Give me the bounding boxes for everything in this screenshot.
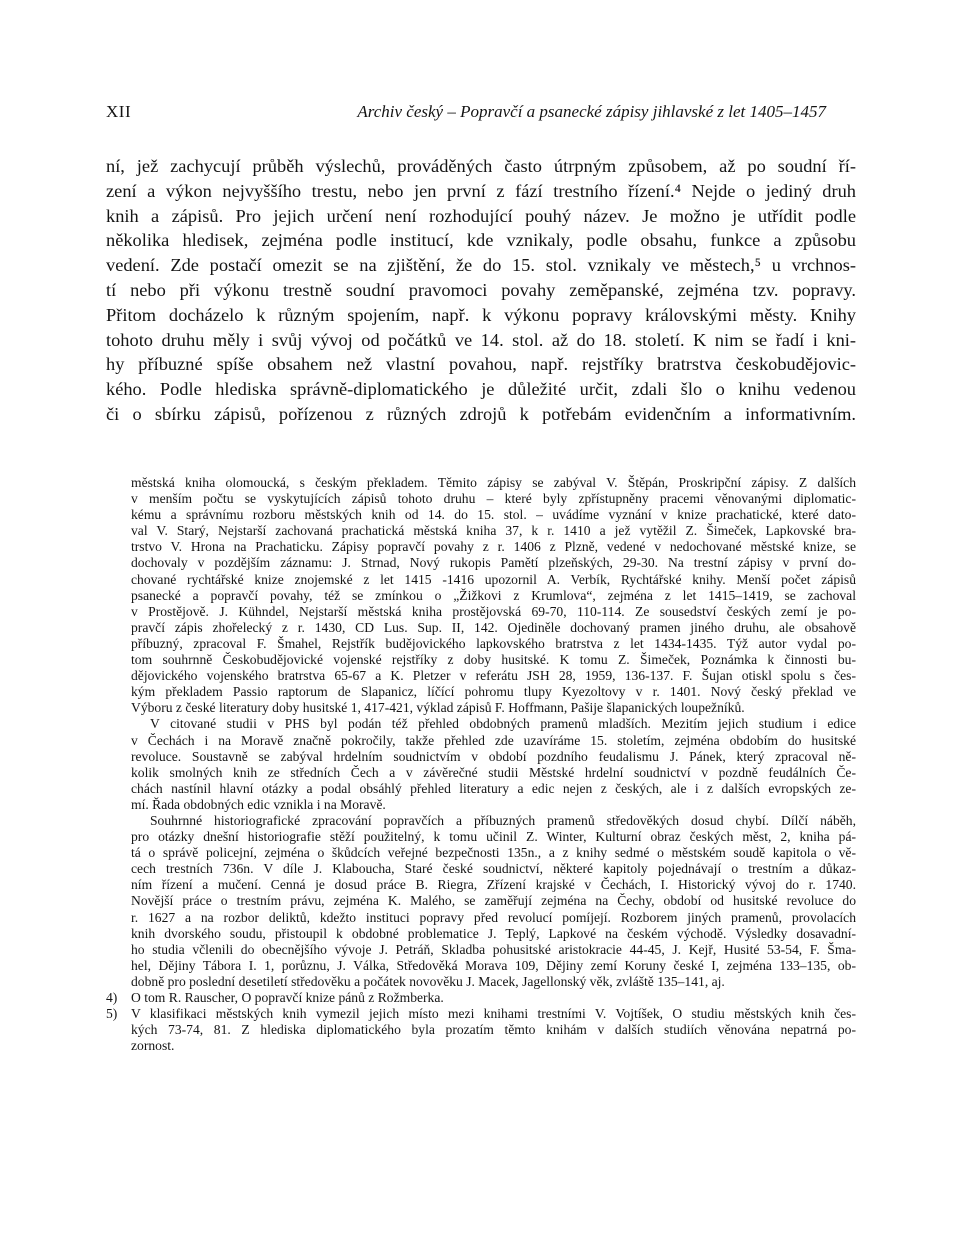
note-line: kým překladem Passio raptorum de Slapanicz, líčící pohromu tlupy Kyezoltovy v r. 1401. Nový český překlad ve xyxy=(131,684,856,700)
text-line: ní, jež zachycují průběh výslechů, prováděných často útrpným způsobem, až po soudní ří- xyxy=(106,156,856,176)
note-line: v Čechách i na Moravě značně pokročily, takže přehled zde uzavíráme 15. stoletím, zejména obdobím do husitské xyxy=(131,732,856,748)
note-line: psanecké a popravčí povahy, též se zmínkou o „Žižkovi z Krumlova“, zejména z let 1415–1419, se zachoval xyxy=(131,587,856,603)
footnote-paragraph xyxy=(106,716,856,813)
text-line: vedení. Zde postačí omezit se na zjištění, že do 15. stol. vznikaly ve městech,⁵ u vrchnos- xyxy=(106,255,856,276)
note-line: kému a správnímu rozboru městských knih od 14. do 15. stol. – uvádíme vyznání v knize prachatické, které dato- xyxy=(131,507,856,523)
note-line: kých 73-74, 81. Z hlediska diplomatického byla prozatím těmto knihám v dalších studiích věnována nepatrná po- xyxy=(131,1022,856,1038)
note-line: O tom R. Rauscher, O popravčí knize pánů z Rožmberka. xyxy=(131,990,444,1005)
note-line: chované rychtářské knize znojemské z let 1415 -1416 upozornil A. Verbík, Rychtářské knihy. Menší počet zápisů xyxy=(131,571,856,587)
note-line: zornost. xyxy=(131,1038,175,1054)
note-line: ním řízení a mučení. Cenná je dosud práce B. Riegra, Zřízení krajské v Čechách, I. Historický vývoj do r. 1740. xyxy=(131,877,856,893)
note-line: městská kniha olomoucká, s českým překladem. Těmito zápisy se zabýval V. Štěpán, Proskripční zápisy. Z dalších xyxy=(131,475,856,490)
note-line: tom souhrnně Českobudějovické vojenské rejstříky z doby husitské. K tomu Z. Šimeček, Poznámka k činnosti bu- xyxy=(131,652,856,668)
footnote-continuation xyxy=(106,475,856,716)
note-line: příbuzný, zpracoval F. Šmahel, Rejstřík budějovického lapkovského bratrstva z let 1434-1435. Týž autor vydal po- xyxy=(131,635,856,651)
note-line: r. 1627 a na rozbor deliktů, kdežto instituci popravy před revolucí pomíjejí. Rozborem jiných pramenů, provolacích xyxy=(131,909,856,925)
note-line: V citované studii v PHS byl podán též přehled obdobných pramenů mladších. Mezitím jejich studium i edice xyxy=(150,716,856,732)
page-number: XII xyxy=(106,102,132,121)
note-line: ho studia včlenili do obecnějšího vývoje J. Petráň, Skladba pohusitské aristokracie 44-45, J. Kejř, Husité 53-54, F. Šma- xyxy=(131,941,856,957)
note-line: cech trestních 736n. V díle J. Klabouchа, Staré české soudnictví, některé kapitoly pojednávají o trestním a důkaz- xyxy=(131,861,856,877)
text-line: knih a zápisů. Pro jejich určení není rozhodující pouhý název. Je možno je utřídit podle xyxy=(106,205,856,226)
note-line: dobně pro poslední desetiletí středověku a počátek novověku J. Macek, Jagellonský věk, zvláště 135–141, aj. xyxy=(131,973,725,989)
note-line: pravčí zápis zhořelecký z r. 1430, CD Lus. Sup. II, 142. Ojediněle dochovaný pramen jiného druhu, ale obsahově xyxy=(131,619,856,635)
note-line: Souhrnné historiografické zpracování popravčích a příbuzných pramenů středověkých dosud chybí. Dílčí náběh, xyxy=(150,812,856,828)
text-line: kého. Podle hlediska správně-diplomatického je důležité určit, zdali šlo o knihu vedenou xyxy=(106,379,856,400)
note-line: Výboru z české literatury doby husitské 1, 417-421, výklad zápisů F. Hoffmann, Pašije šlapanických loupežníků. xyxy=(131,700,745,716)
note-line: mí. Řada obdobných edic vznikla i na Moravě. xyxy=(131,796,386,812)
note-line: dochovaly v pozdějším záznamu: J. Strnad, Nový rukopis Pamětí plzeňských, 29-30. Na trestní zápisy v první do- xyxy=(131,555,856,571)
note-line: Novější práce o trestním právu, zejména K. Malého, se zaměřují zejména na Čechy, období od husitské revoluce do xyxy=(131,893,856,909)
text-line: tohoto druhu měly i svůj vývoj od počátků ve 14. stol. až do 18. století. K nim se řadí i kni- xyxy=(106,329,856,350)
footnote-5 xyxy=(106,1006,856,1054)
note-line: tá o správě policejní, zejména o škůdcích veřejné bezpečnosti 135n., a z knihy sedmé o městském soudě kapitola o vě- xyxy=(131,845,856,861)
note-line: chách nastínil hlavní otázky a podal obsáhlý přehled literatury a edic nejen z českých, ale i z dalších evropských ze- xyxy=(131,780,856,796)
text-line: zení a výkon nejvyššího trestu, nebo jen první z fází trestního řízení.⁴ Nejde o jediný druh xyxy=(106,180,856,201)
note-line: v menším počtu se vyskytujících zápisů tohoto druhu – které byly zpřístupněny pracemi věnovanými diplomatic- xyxy=(131,491,856,507)
note-line: knih dvorského soudu, přistoupil k obdobné problematice J. Teplý, Lapkové na českém východě. Výsledky dosavadní- xyxy=(131,925,856,941)
footnote-number: 4) xyxy=(106,990,118,1005)
note-line: v Prostějově. J. Kühndel, Nejstarší městská kniha prostějovská 69-70, 110-114. Ze sousedství českých zemí je po- xyxy=(131,603,856,619)
text-line: tí nebo při výkonu trestně soudní pravomoci povahy zeměpanské, zejména tzv. popravy. xyxy=(106,279,856,300)
note-line: val V. Starý, Nejstarší zachovaná prachatická městská kniha 37, k r. 1410 a jež vytěžil Z. Šimeček, Lapkovské bra- xyxy=(131,523,856,539)
text-line: či o sbírku zápisů, pořízenou z různých zdrojů k potřebám evidenčním a informativním. xyxy=(106,403,856,424)
note-line: kolik smolných knih ze středních Čech a v závěrečné studii Městské hrdelní soudnictví v pozdně feudálních Če- xyxy=(131,764,856,780)
note-line: dějovického vojenského bratrstva 65-67 a K. Pletzer v referátu JSH 28, 1959, 136-137. F. Šujan otiskl spolu s čes- xyxy=(131,668,856,684)
note-line: pro otázky dnešní historiografie stěží použitelný, k tomu učinil Z. Winter, Kulturní obraz českých měst, 2, kniha pá- xyxy=(131,829,856,845)
running-title: Archiv český – Popravčí a psanecké zápisy jihlavské z let 1405–1457 xyxy=(357,102,826,121)
note-line: revoluce. Soustavně se zabýval hrdelním soudnictvím v období pozdního feudalismu J. Pánek, který zpracoval ně- xyxy=(131,748,856,764)
page-header xyxy=(106,102,856,126)
text-line: hy příbuzné spíše obsahem než vlastní povahou, např. rejstříky bratrstva českobudějovic- xyxy=(106,354,856,375)
main-text xyxy=(106,154,856,427)
note-line: V klasifikaci městských knih vymezil jejich místo mezi knihami trestními V. Vojtíšek, O studiu městských knih čes- xyxy=(131,1006,856,1022)
footnote-4 xyxy=(106,990,856,1006)
footnotes xyxy=(106,475,856,1054)
text-line: několika hledisek, zejména podle institucí, kde vznikaly, podle obsahu, funkce a způsobu xyxy=(106,230,856,251)
note-line: hel, Dějiny Tábora I. 1, porůznu, J. Válka, Středověká Morava 109, Dějiny zemí Koruny české I, zejména 133–135, ob- xyxy=(131,957,856,973)
text-line: Přitom docházelo k různým spojením, např. k výkonu popravy královskými městy. Knihy xyxy=(106,304,856,325)
footnote-number: 5) xyxy=(106,1006,118,1022)
footnote-paragraph xyxy=(106,813,856,990)
note-line: trstvo V. Hrona na Prachaticku. Zápisy popravčí povahy z r. 1406 z Plzně, vedené v nedochované městské knize, se xyxy=(131,539,856,555)
